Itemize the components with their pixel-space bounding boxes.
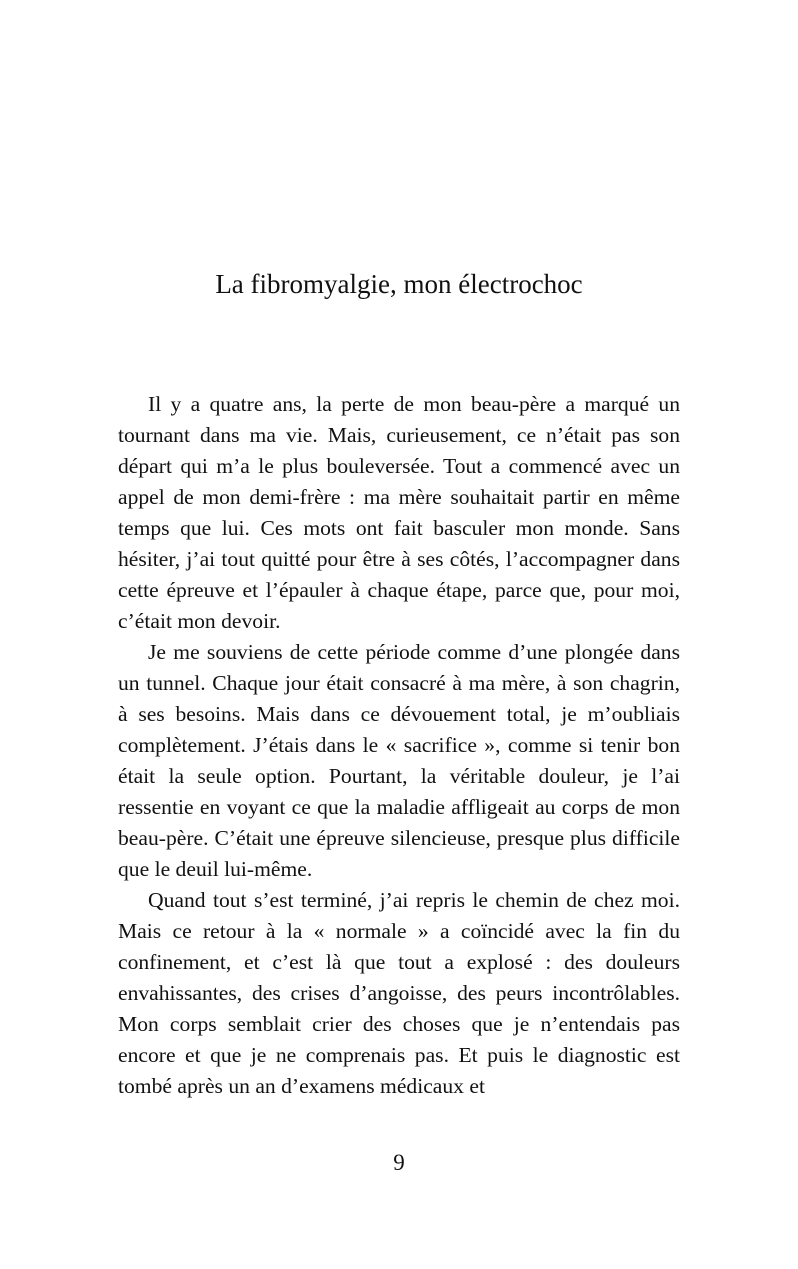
- paragraph: Il y a quatre ans, la perte de mon beau-père a marqué un tournant dans ma vie. Mais, curieusement, ce n’était pas son départ qui m’a le plus bouleversée. Tout a commencé avec un appel de mon demi-frère : ma mère souhaitait partir en même temps que lui. Ces mots ont fait basculer mon monde. Sans hésiter, j’ai tout quitté pour être à ses côtés, l’accompagner dans cette épreuve et l’épauler à chaque étape, parce que, pour moi, c’était mon devoir.: [118, 392, 680, 633]
- paragraph: Quand tout s’est terminé, j’ai repris le chemin de chez moi. Mais ce retour à la « normale » a coïncidé avec la fin du confinement, et c’est là que tout a explosé : des douleurs envahissantes, des crises d’angoisse, des peurs incontrôlables. Mon corps semblait crier des choses que je n’entendais pas encore et que je ne comprenais pas. Et puis le diagnostic est tombé après un an d’examens médicaux et: [118, 888, 680, 1098]
- body-text: [118, 389, 680, 1102]
- paragraph: Je me souviens de cette période comme d’une plongée dans un tunnel. Chaque jour était consacré à ma mère, à son chagrin, à ses besoins. Mais dans ce dévouement total, je m’oubliais complètement. J’étais dans le « sacrifice », comme si tenir bon était la seule option. Pourtant, la véritable douleur, je l’ai ressentie en voyant ce que la maladie affligeait au corps de mon beau-père. C’était une épreuve silencieuse, presque plus difficile que le deuil lui-même.: [118, 640, 680, 881]
- chapter-title: La fibromyalgie, mon électrochoc: [215, 269, 583, 299]
- page-number: 9: [393, 1150, 405, 1175]
